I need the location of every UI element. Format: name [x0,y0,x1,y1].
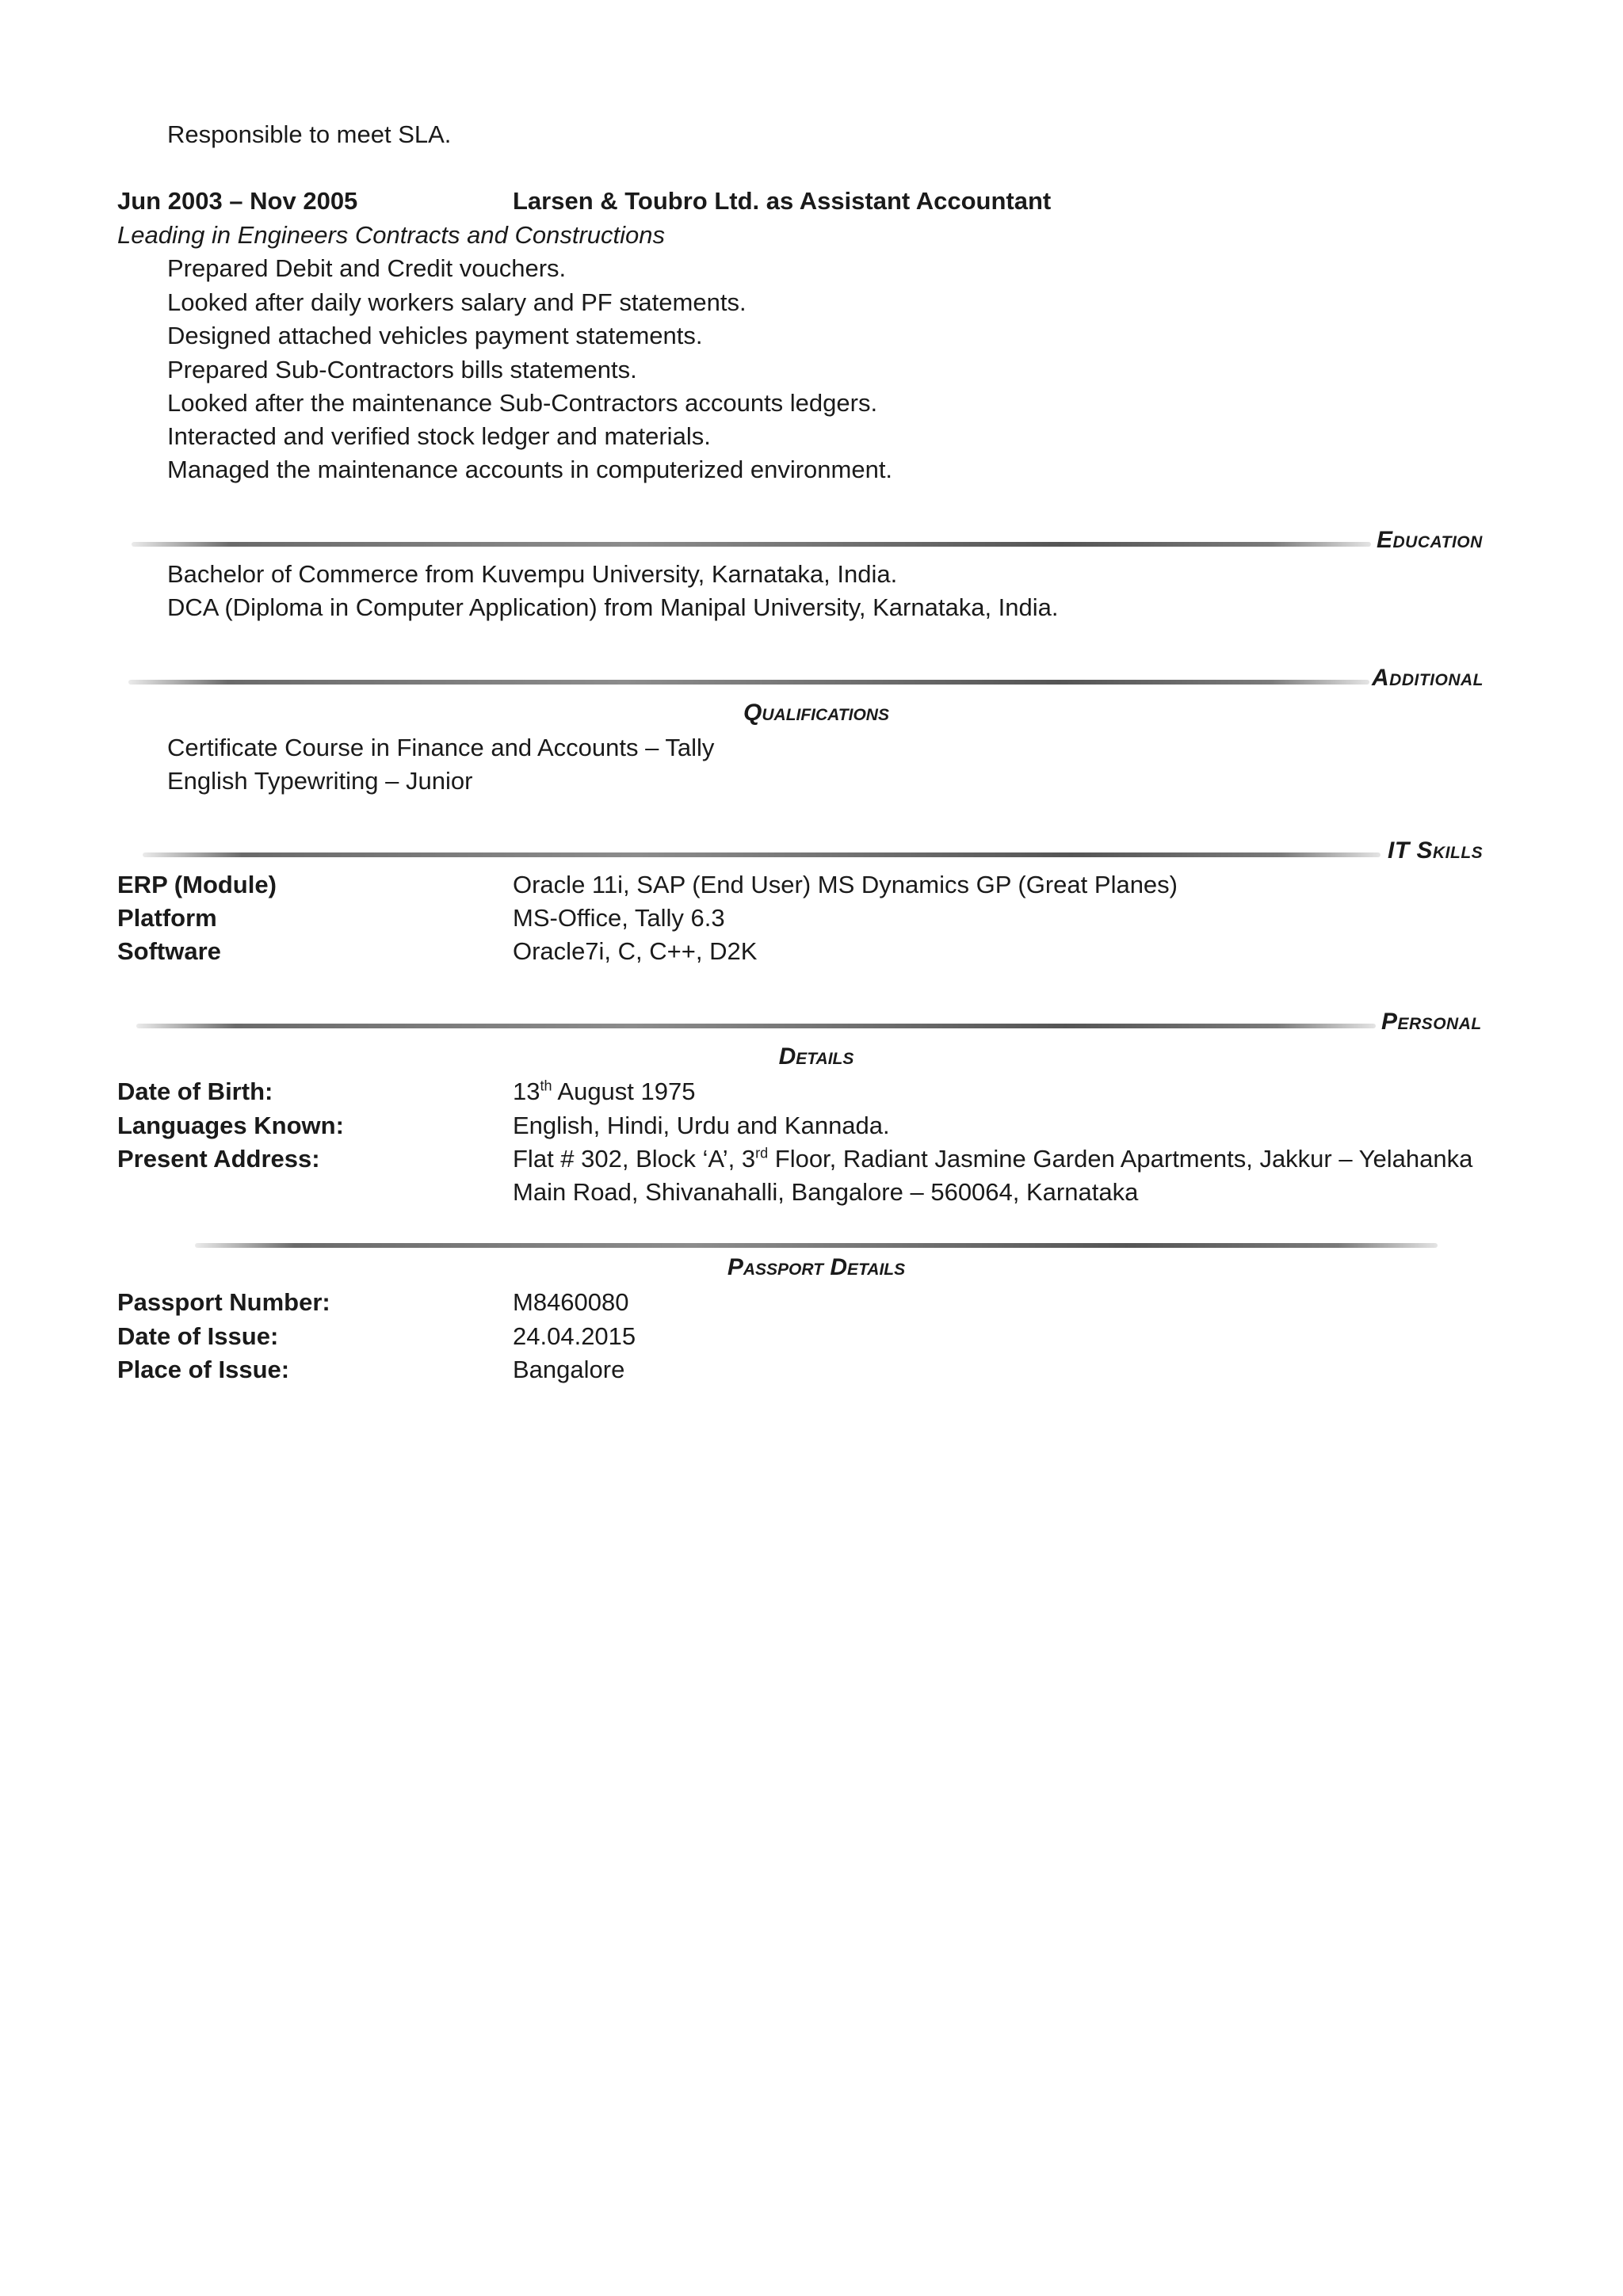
address-line-2: Main Road, Shivanahalli, Bangalore – 560064, Karnataka [513,1178,1139,1206]
list-item: Designed attached vehicles payment statements. [167,322,703,349]
section-divider [143,852,1381,857]
skill-label: Platform [117,904,217,932]
section-divider [132,542,1371,547]
list-item: Interacted and verified stock ledger and materials. [167,422,711,450]
skill-value: Oracle 11i, SAP (End User) MS Dynamics GP (Great Planes) [513,871,1178,898]
passport-value: Bangalore [513,1356,625,1383]
additional-heading: Additional [1372,665,1484,691]
list-item: Managed the maintenance accounts in computerized environment. [167,456,893,483]
list-item: Looked after the maintenance Sub-Contractors accounts ledgers. [167,389,878,417]
dob-value: 13th August 1975 [513,1077,696,1105]
skill-value: MS-Office, Tally 6.3 [513,904,725,932]
top-bullet-text: Responsible to meet SLA. [167,120,452,148]
job-period: Jun 2003 – Nov 2005 [117,187,358,215]
list-item: Bachelor of Commerce from Kuvempu University, Karnataka, India. [167,560,898,588]
job-title: Larsen & Toubro Ltd. as Assistant Accountant [513,187,1052,215]
skill-value: Oracle7i, C, C++, D2K [513,937,758,965]
list-item: Prepared Sub-Contractors bills statements. [167,356,637,383]
passport-label: Date of Issue: [117,1322,279,1350]
skill-label: Software [117,937,221,965]
education-heading: Education [1377,527,1483,553]
passport-heading: Passport Details [727,1254,906,1280]
section-divider [128,680,1369,685]
languages-value: English, Hindi, Urdu and Kannada. [513,1112,890,1139]
list-item: DCA (Diploma in Computer Application) from Manipal University, Karnataka, India. [167,593,1059,621]
address-label: Present Address: [117,1145,320,1173]
dob-label: Date of Birth: [117,1077,273,1105]
passport-label: Passport Number: [117,1288,330,1316]
list-item: Prepared Debit and Credit vouchers. [167,254,567,282]
passport-value: 24.04.2015 [513,1322,636,1350]
job-subtitle: Leading in Engineers Contracts and Constructions [117,221,666,249]
details-heading: Details [778,1043,854,1070]
list-item: English Typewriting – Junior [167,767,473,795]
it-skills-heading: IT Skills [1388,837,1484,864]
address-line-1: Flat # 302, Block ‘A’, 3rd Floor, Radiant Jasmine Garden Apartments, Jakkur – Yelahanka [513,1145,1473,1173]
skill-label: ERP (Module) [117,871,277,898]
section-divider [195,1243,1438,1248]
personal-heading: Personal [1381,1009,1482,1035]
passport-value: M8460080 [513,1288,629,1316]
qualifications-heading: Qualifications [743,700,889,726]
list-item: Certificate Course in Finance and Accounts – Tally [167,734,715,761]
section-divider [136,1024,1376,1028]
languages-label: Languages Known: [117,1112,344,1139]
passport-label: Place of Issue: [117,1356,290,1383]
list-item: Looked after daily workers salary and PF statements. [167,288,747,316]
